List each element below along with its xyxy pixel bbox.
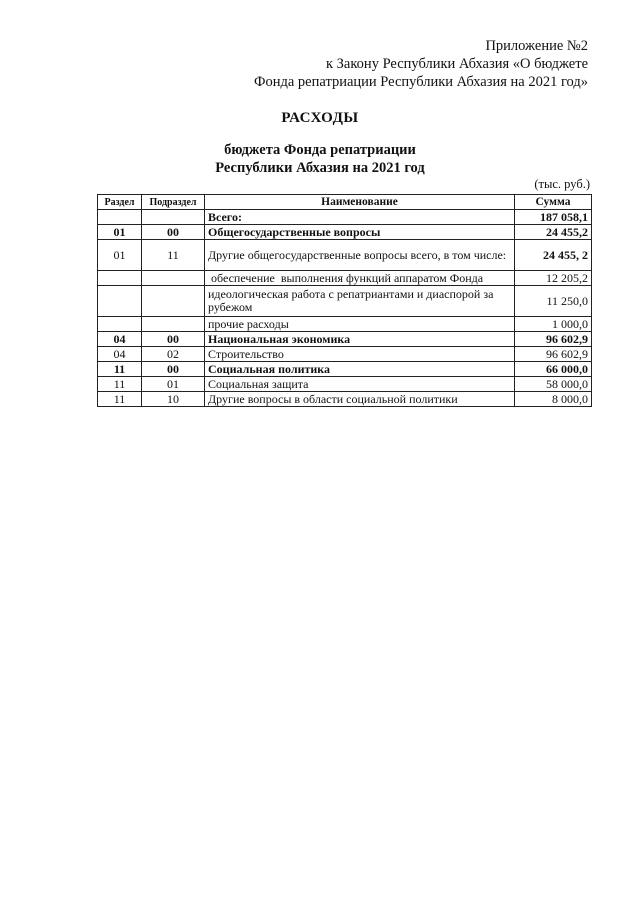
- cell-subsection: 00: [142, 225, 205, 240]
- table-row: [98, 377, 592, 392]
- cell-subsection: 00: [142, 362, 205, 377]
- units-label: (тыс. руб.): [534, 177, 590, 191]
- cell-subsection: [142, 286, 205, 317]
- cell-sum: 11 250,0: [515, 286, 592, 317]
- cell-section: 11: [98, 362, 142, 377]
- table-row: [98, 240, 592, 271]
- cell-section: [98, 286, 142, 317]
- cell-subsection: 10: [142, 392, 205, 407]
- cell-section: [98, 210, 142, 225]
- table-row: [98, 210, 592, 225]
- cell-subsection: 11: [142, 240, 205, 271]
- cell-subsection: 02: [142, 347, 205, 362]
- cell-name: Строительство: [205, 347, 515, 362]
- table-row: [98, 317, 592, 332]
- table-row: [98, 362, 592, 377]
- subtitle-line-1: бюджета Фонда репатриации: [224, 142, 416, 158]
- expenses-table: [97, 194, 592, 407]
- cell-name: Всего:: [205, 210, 515, 225]
- cell-name: Общегосударственные вопросы: [205, 225, 515, 240]
- table-row: [98, 347, 592, 362]
- document-subtitle: [0, 141, 640, 177]
- cell-section: 04: [98, 332, 142, 347]
- cell-name: прочие расходы: [205, 317, 515, 332]
- table-row: [98, 392, 592, 407]
- cell-name: Другие вопросы в области социальной политики: [205, 392, 515, 407]
- cell-name: Социальная политика: [205, 362, 515, 377]
- subtitle-line-2: Республики Абхазия на 2021 год: [215, 160, 425, 176]
- cell-sum: 24 455,2: [515, 225, 592, 240]
- annex-line-1: Приложение №2: [485, 38, 588, 54]
- cell-section: 11: [98, 377, 142, 392]
- document-title: РАСХОДЫ: [281, 110, 359, 126]
- cell-sum: 12 205,2: [515, 271, 592, 286]
- cell-name: Другие общегосударственные вопросы всего, в том числе:: [205, 240, 515, 271]
- cell-subsection: 00: [142, 332, 205, 347]
- cell-section: 11: [98, 392, 142, 407]
- cell-subsection: [142, 317, 205, 332]
- cell-name: идеологическая работа с репатриантами и диаспорой за рубежом: [205, 286, 515, 317]
- cell-sum: 58 000,0: [515, 377, 592, 392]
- cell-name: обеспечение выполнения функций аппаратом Фонда: [205, 271, 515, 286]
- table-row: [98, 286, 592, 317]
- cell-section: 04: [98, 347, 142, 362]
- table-row: [98, 225, 592, 240]
- annex-header: [254, 37, 588, 91]
- cell-sum: 66 000,0: [515, 362, 592, 377]
- cell-sum: 1 000,0: [515, 317, 592, 332]
- table-row: [98, 271, 592, 286]
- cell-subsection: [142, 210, 205, 225]
- annex-line-3: Фонда репатриации Республики Абхазия на 2021 год»: [254, 74, 588, 90]
- cell-name: Национальная экономика: [205, 332, 515, 347]
- cell-sum: 187 058,1: [515, 210, 592, 225]
- cell-sum: 24 455, 2: [515, 240, 592, 271]
- table-row: [98, 332, 592, 347]
- cell-section: [98, 317, 142, 332]
- cell-sum: 96 602,9: [515, 332, 592, 347]
- cell-subsection: [142, 271, 205, 286]
- header-subsection: Подраздел: [142, 195, 205, 210]
- cell-section: 01: [98, 225, 142, 240]
- header-section: Раздел: [98, 195, 142, 210]
- cell-name: Социальная защита: [205, 377, 515, 392]
- cell-section: [98, 271, 142, 286]
- cell-sum: 8 000,0: [515, 392, 592, 407]
- cell-sum: 96 602,9: [515, 347, 592, 362]
- cell-subsection: 01: [142, 377, 205, 392]
- annex-line-2: к Закону Республики Абхазия «О бюджете: [326, 56, 588, 72]
- header-sum: Сумма: [515, 195, 592, 210]
- table-header-row: [98, 195, 592, 210]
- header-name: Наименование: [205, 195, 515, 210]
- cell-section: 01: [98, 240, 142, 271]
